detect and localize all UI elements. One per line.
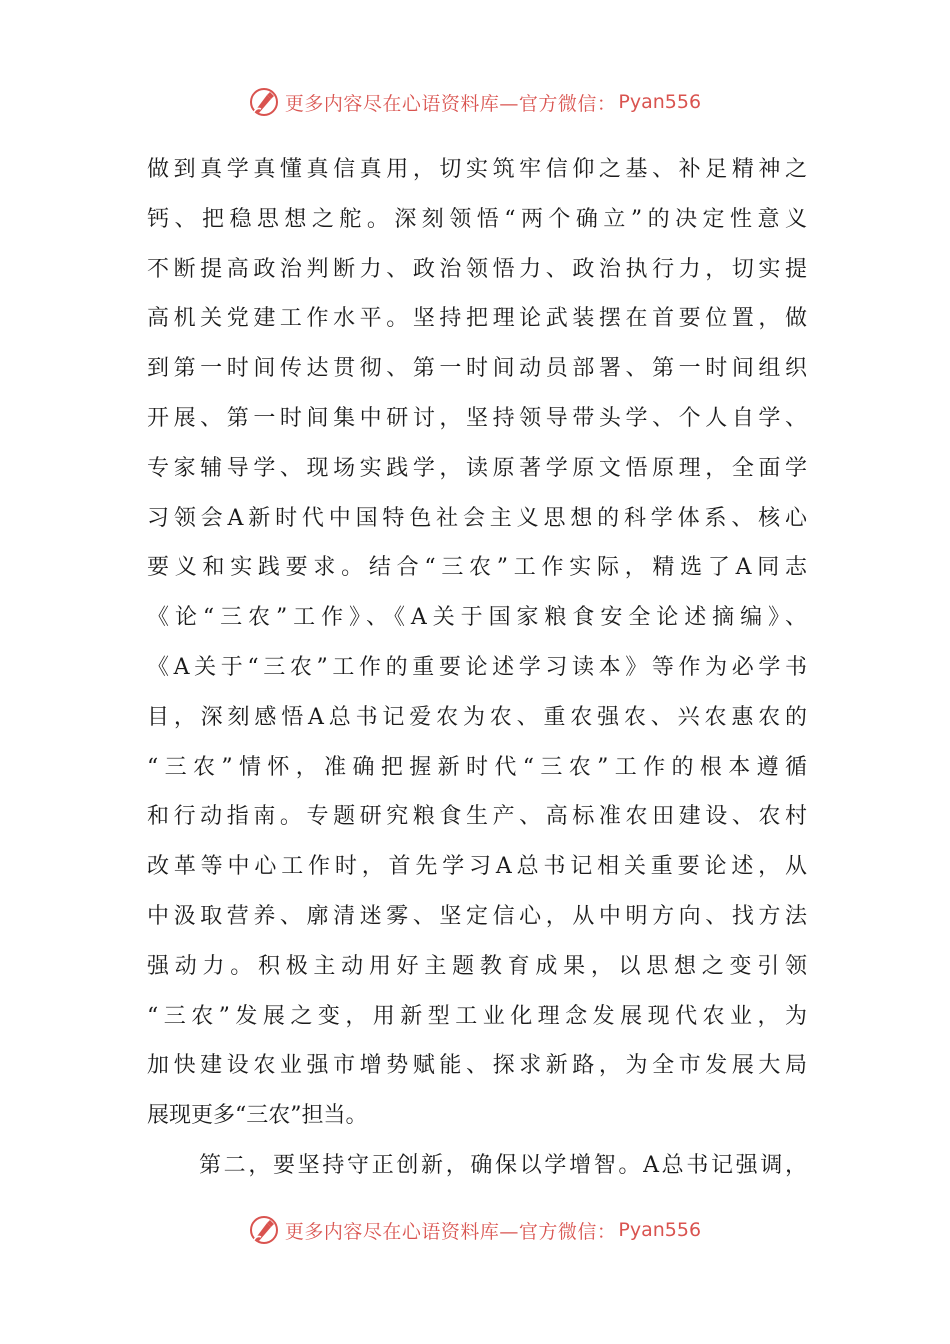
text-line: 强动力。积极主动用好主题教育成果，以思想之变引领 bbox=[147, 953, 807, 979]
text-line: 不断提高政治判断力、政治领悟力、政治执行力，切实提 bbox=[147, 256, 807, 282]
text-line: 《论“三农”工作》、《A关于国家粮食安全论述摘编》、 bbox=[147, 605, 807, 631]
pen-nib-icon bbox=[249, 87, 279, 117]
text-line: 要义和实践要求。结合“三农”工作实际，精选了A同志 bbox=[147, 555, 807, 581]
pen-nib-icon bbox=[249, 1215, 279, 1245]
header-watermark-banner bbox=[0, 82, 950, 122]
banner-wechat-id: Pyan556 bbox=[618, 1219, 702, 1241]
paragraph-end-line: 展现更多“三农”担当。 bbox=[147, 1103, 368, 1129]
text-line: 习领会A新时代中国特色社会主义思想的科学体系、核心 bbox=[147, 505, 807, 531]
text-line: 开展、第一时间集中研讨，坚持领导带头学、个人自学、 bbox=[147, 405, 807, 431]
text-line: 《A关于“三农”工作的重要论述学习读本》等作为必学书 bbox=[147, 654, 807, 680]
banner-text: 更多内容尽在心语资料库—官方微信： bbox=[284, 1220, 617, 1243]
banner-text: 更多内容尽在心语资料库—官方微信： bbox=[284, 92, 617, 115]
text-line: 目，深刻感悟A总书记爱农为农、重农强农、兴农惠农的 bbox=[147, 704, 807, 730]
text-line: 到第一时间传达贯彻、第一时间动员部署、第一时间组织 bbox=[147, 356, 807, 382]
footer-watermark-banner bbox=[0, 1210, 950, 1250]
text-line: 专家辅导学、现场实践学，读原著学原文悟原理，全面学 bbox=[147, 455, 807, 481]
text-line: 高机关党建工作水平。坚持把理论武装摆在首要位置，做 bbox=[147, 306, 807, 332]
text-line: 钙、把稳思想之舵。深刻领悟“两个确立”的决定性意义 bbox=[147, 206, 807, 232]
text-line: “三农”发展之变，用新型工业化理念发展现代农业，为 bbox=[147, 1003, 807, 1029]
paragraph-start-line: 第二，要坚持守正创新，确保以学增智。A总书记强调， bbox=[199, 1152, 807, 1178]
document-body bbox=[147, 145, 807, 1191]
text-line: 改革等中心工作时，首先学习A总书记相关重要论述，从 bbox=[147, 854, 807, 880]
text-line: 做到真学真懂真信真用，切实筑牢信仰之基、补足精神之 bbox=[147, 157, 807, 182]
text-line: 和行动指南。专题研究粮食生产、高标准农田建设、农村 bbox=[147, 804, 807, 830]
text-line: 加快建设农业强市增势赋能、探求新路，为全市发展大局 bbox=[147, 1053, 807, 1079]
text-line: “三农”情怀，准确把握新时代“三农”工作的根本遵循 bbox=[147, 754, 807, 780]
banner-wechat-id: Pyan556 bbox=[618, 91, 702, 113]
text-line: 中汲取营养、廓清迷雾、坚定信心，从中明方向、找方法 bbox=[147, 903, 807, 929]
